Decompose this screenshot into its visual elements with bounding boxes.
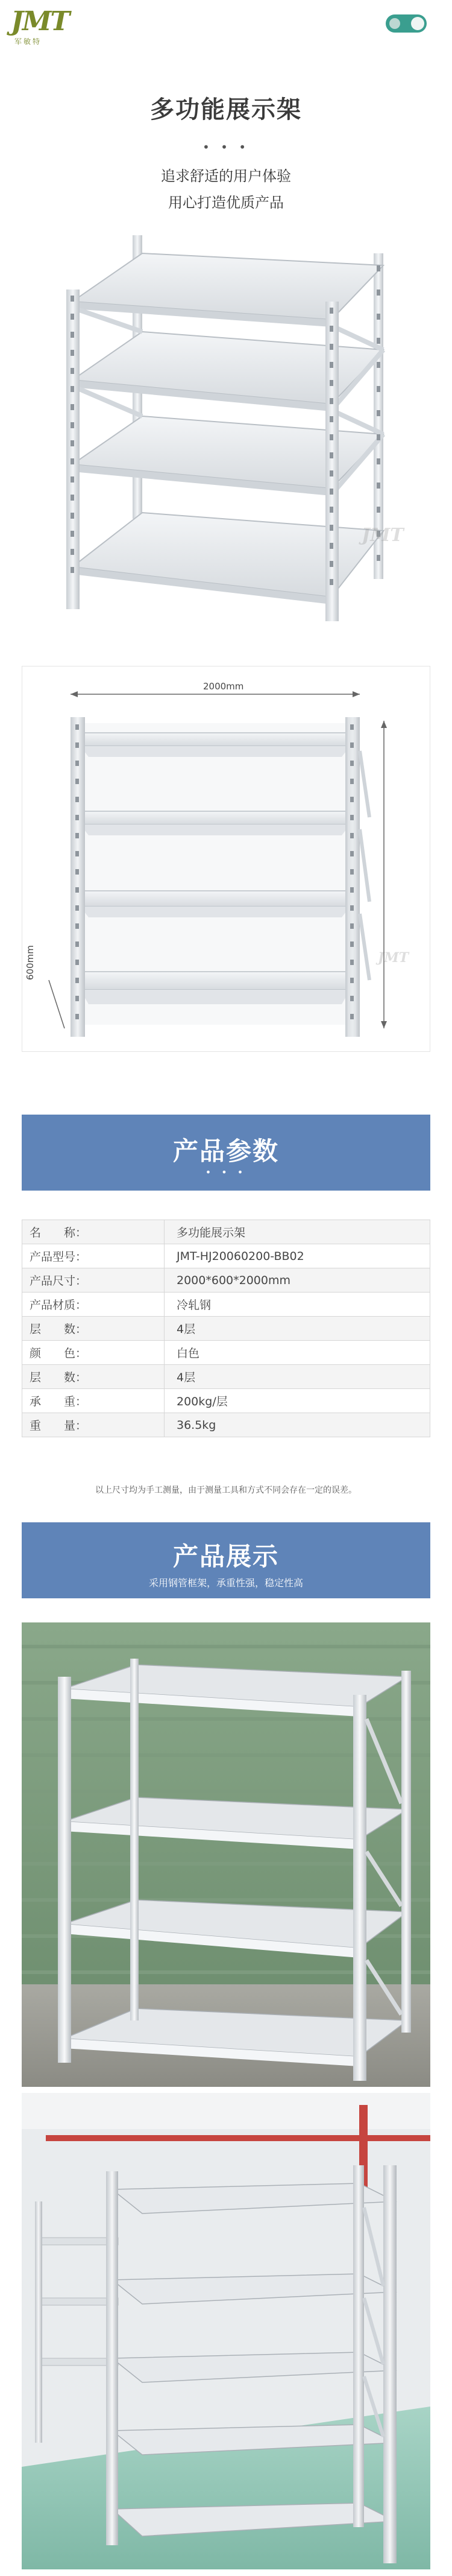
dimension-watermark: JMT <box>378 950 409 966</box>
spec-row <box>22 1341 430 1365</box>
title-dots: • • • <box>202 140 250 154</box>
spec-row <box>22 1293 430 1317</box>
spec-key: 产品尺寸： <box>22 1268 165 1293</box>
hero-rack-illustration <box>36 229 422 627</box>
spec-row <box>22 1389 430 1413</box>
spec-row <box>22 1244 430 1268</box>
params-banner <box>22 1115 430 1191</box>
spec-value: 36.5kg <box>165 1413 430 1437</box>
depth-dimension-label: 600mm <box>25 945 36 980</box>
dimension-drawing <box>22 666 430 1052</box>
spec-row <box>22 1317 430 1341</box>
showcase-banner-subtitle: 采用钢管框架，承重性强，稳定性高 <box>148 1577 303 1589</box>
spec-table <box>22 1220 430 1437</box>
spec-key: 层 数： <box>22 1365 165 1389</box>
spec-key: 产品型号： <box>22 1244 165 1268</box>
tagline-line-1: 追求舒适的用户体验 <box>161 168 291 185</box>
brand-subtitle: 军敏特 <box>14 37 42 46</box>
spec-value: 200kg/层 <box>165 1389 430 1413</box>
hero-watermark: JMT <box>362 525 404 546</box>
params-banner-title: 产品参数 <box>172 1136 279 1166</box>
spec-row <box>22 1220 430 1244</box>
spec-value: 白色 <box>165 1341 430 1365</box>
spec-value: 4层 <box>165 1365 430 1389</box>
spec-value: JMT-HJ20060200-BB02 <box>165 1244 430 1268</box>
spec-value: 多功能展示架 <box>165 1220 430 1244</box>
tagline-line-2: 用心打造优质产品 <box>168 194 284 211</box>
showcase-banner-title: 产品展示 <box>172 1542 279 1571</box>
spec-key: 名 称： <box>22 1220 165 1244</box>
spec-key: 颜 色： <box>22 1341 165 1365</box>
measurement-note: 以上尺寸均为手工测量，由于测量工具和方式不同会存在一定的误差。 <box>95 1486 357 1495</box>
product-photo-green-wall <box>22 1622 430 2087</box>
showcase-banner <box>22 1522 430 1598</box>
spec-key: 产品材质： <box>22 1293 165 1317</box>
spec-key: 层 数： <box>22 1317 165 1341</box>
spec-key: 承 重： <box>22 1389 165 1413</box>
brand-mark: JMT <box>11 6 69 37</box>
spec-row <box>22 1268 430 1293</box>
spec-value: 4层 <box>165 1317 430 1341</box>
spec-row <box>22 1413 430 1437</box>
spec-key: 重 量： <box>22 1413 165 1437</box>
spec-value: 2000*600*2000mm <box>165 1268 430 1293</box>
toggle-switch[interactable] <box>386 14 427 33</box>
toggle-knob-icon <box>389 18 400 29</box>
spec-row <box>22 1365 430 1389</box>
front-view-rack-drawing <box>22 666 431 1052</box>
brand-logo <box>11 6 69 55</box>
params-banner-dots: • • • <box>205 1166 247 1178</box>
page-title: 多功能展示架 <box>150 96 302 124</box>
product-photo-warehouse <box>22 2093 430 2569</box>
spec-value: 冷轧钢 <box>165 1293 430 1317</box>
width-dimension-label: 2000mm <box>203 681 244 692</box>
